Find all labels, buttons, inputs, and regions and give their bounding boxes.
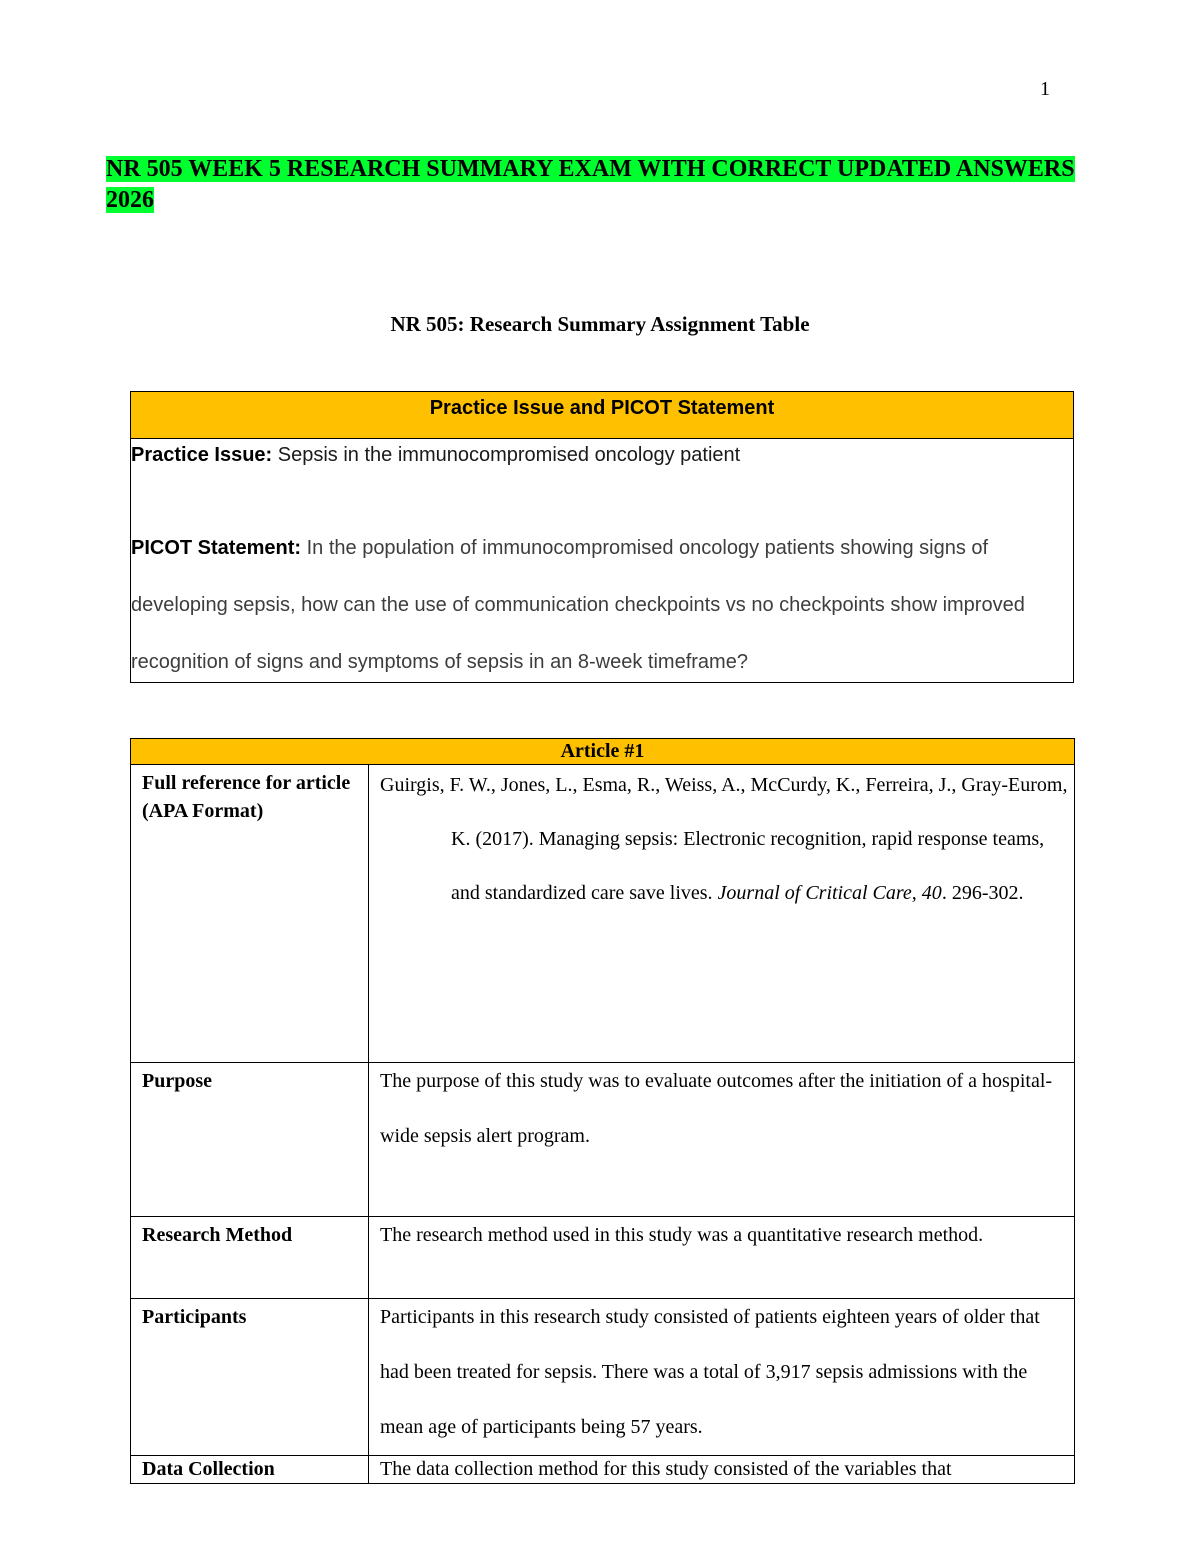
reference-pages: . 296-302. xyxy=(941,882,1024,904)
picot-label: PICOT Statement: xyxy=(131,537,302,559)
purpose-text: The purpose of this study was to evaluate outcomes after the initiation of a hospital-wide sepsis alert program. xyxy=(380,1070,1053,1147)
practice-issue-box xyxy=(130,391,1074,683)
practice-issue-line xyxy=(131,444,1071,467)
document-title xyxy=(106,154,1081,216)
participants-text: Participants in this research study consisted of patients eighteen years of older that had been treated for sepsis. There was a total of 3,917 sepsis admissions with the mean age of participants being 57 years. xyxy=(380,1306,1040,1438)
purpose-label: Purpose xyxy=(131,1063,369,1217)
document-subtitle: NR 505: Research Summary Assignment Table xyxy=(390,312,810,336)
data-collection-label: Data Collection xyxy=(131,1456,369,1484)
picot-statement xyxy=(131,520,1071,691)
article-table xyxy=(130,738,1075,1484)
picot-text: In the population of immunocompromised oncology patients showing signs of developing sepsis, how can the use of communication checkpoints vs no checkpoints show improved recognition of signs and symptoms of sepsis in an 8-week timeframe? xyxy=(131,537,1025,673)
title-highlight: NR 505 WEEK 5 RESEARCH SUMMARY EXAM WITH CORRECT UPDATED ANSWERS 2026 xyxy=(106,156,1075,213)
practice-box-header: Practice Issue and PICOT Statement xyxy=(131,392,1073,439)
practice-issue-label: Practice Issue: xyxy=(131,444,273,466)
article-header: Article #1 xyxy=(131,739,1075,765)
reference-journal: Journal of Critical Care, 40 xyxy=(717,882,942,904)
reference-cell xyxy=(369,765,1075,1063)
method-label: Research Method xyxy=(131,1217,369,1299)
practice-issue-text: Sepsis in the immunocompromised oncology patient xyxy=(277,444,741,466)
page-number: 1 xyxy=(1040,78,1050,100)
data-collection-text: The data collection method for this study consisted of the variables that xyxy=(369,1456,1075,1484)
reference-label: Full reference for article (APA Format) xyxy=(131,765,369,1063)
participants-label: Participants xyxy=(131,1299,369,1456)
method-text: The research method used in this study was a quantitative research method. xyxy=(380,1224,984,1246)
reference-text: Guirgis, F. W., Jones, L., Esma, R., Weiss, A., McCurdy, K., Ferreira, J., Gray-Eurom, K. (2017). Managing sepsis: Electronic recognition, rapid response teams, and standardized care save lives. xyxy=(380,774,1068,904)
